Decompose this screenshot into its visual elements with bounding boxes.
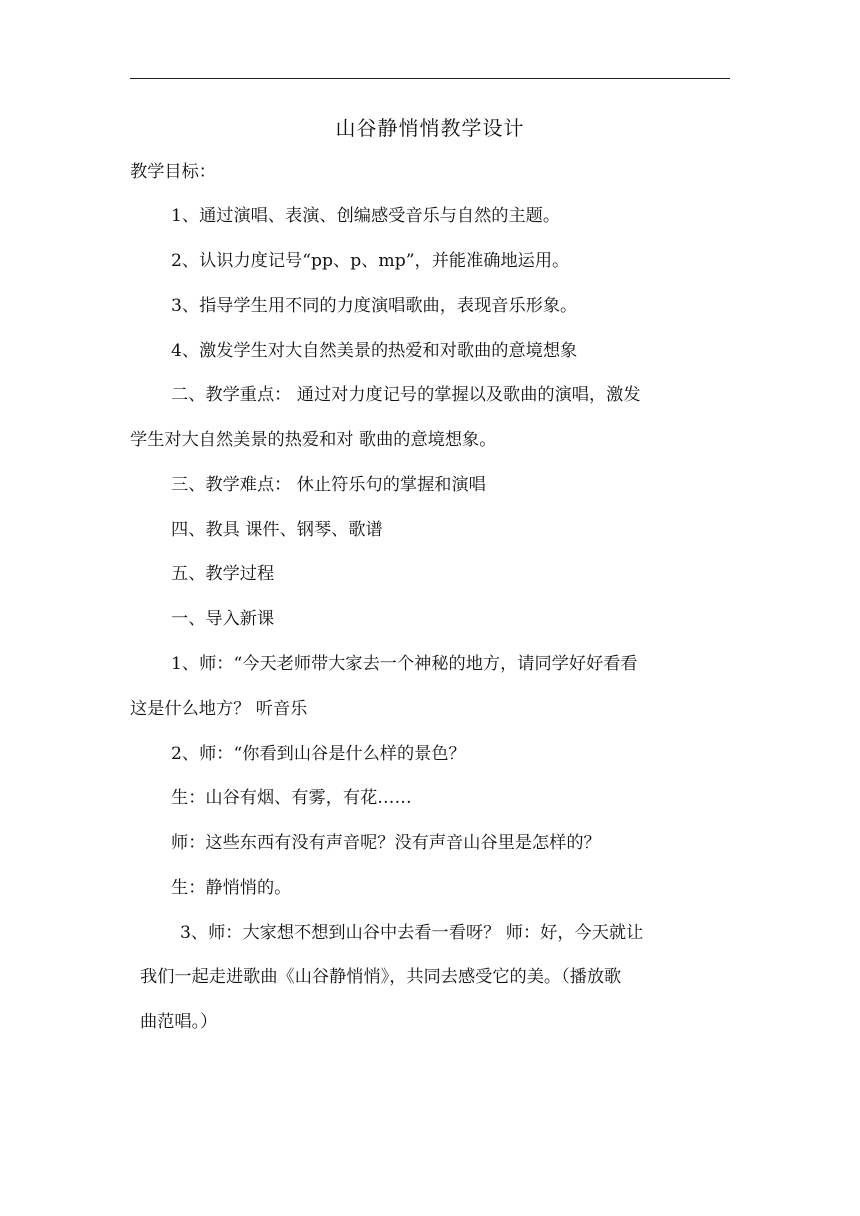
objective-item-2: 2、认识力度记号“pp、p、mp”，并能准确地运用。 (171, 251, 570, 271)
objective-item-3: 3、指导学生用不同的力度演唱歌曲，表现音乐形象。 (171, 296, 578, 316)
key-points-line: 二、教学重点： 通过对力度记号的掌握以及歌曲的演唱，激发 (171, 385, 641, 405)
document-title: 山谷静悄悄教学设计 (335, 116, 525, 140)
objective-item-4: 4、激发学生对大自然美景的热爱和对歌曲的意境想象 (171, 341, 578, 361)
step-3-line: 3、师：大家想不想到山谷中去看一看呀？ 师：好，今天就让 (180, 923, 644, 943)
step-3-continuation: 我们一起走进歌曲《山谷静悄悄》，共同去感受它的美。（播放歌 (140, 967, 622, 987)
step-3-end: 曲范唱。） (140, 1012, 218, 1032)
teaching-aids-line: 四、教具 课件、钢琴、歌谱 (171, 520, 383, 540)
header-rule (130, 78, 730, 79)
teacher-question: 师：这些东西有没有声音呢？没有声音山谷里是怎样的？ (171, 833, 601, 853)
key-points-continuation: 学生对大自然美景的热爱和对 歌曲的意境想象。 (130, 430, 497, 450)
step-2-line: 2、师：“你看到山谷是什么样的景色？ (171, 744, 466, 764)
objective-item-1: 1、通过演唱、表演、创编感受音乐与自然的主题。 (171, 206, 561, 226)
objectives-heading: 教学目标： (130, 162, 216, 182)
difficulties-line: 三、教学难点： 休止符乐句的掌握和演唱 (171, 475, 486, 495)
process-heading: 五、教学过程 (171, 564, 275, 584)
intro-heading: 一、导入新课 (171, 609, 275, 629)
student-answer-2: 生：静悄悄的。 (171, 878, 292, 898)
step-1-continuation: 这是什么地方？ 听音乐 (130, 699, 308, 719)
step-1-line: 1、师：“今天老师带大家去一个神秘的地方，请同学好好看看 (171, 654, 638, 674)
student-answer-1: 生：山谷有烟、有雾，有花…… (171, 788, 412, 808)
